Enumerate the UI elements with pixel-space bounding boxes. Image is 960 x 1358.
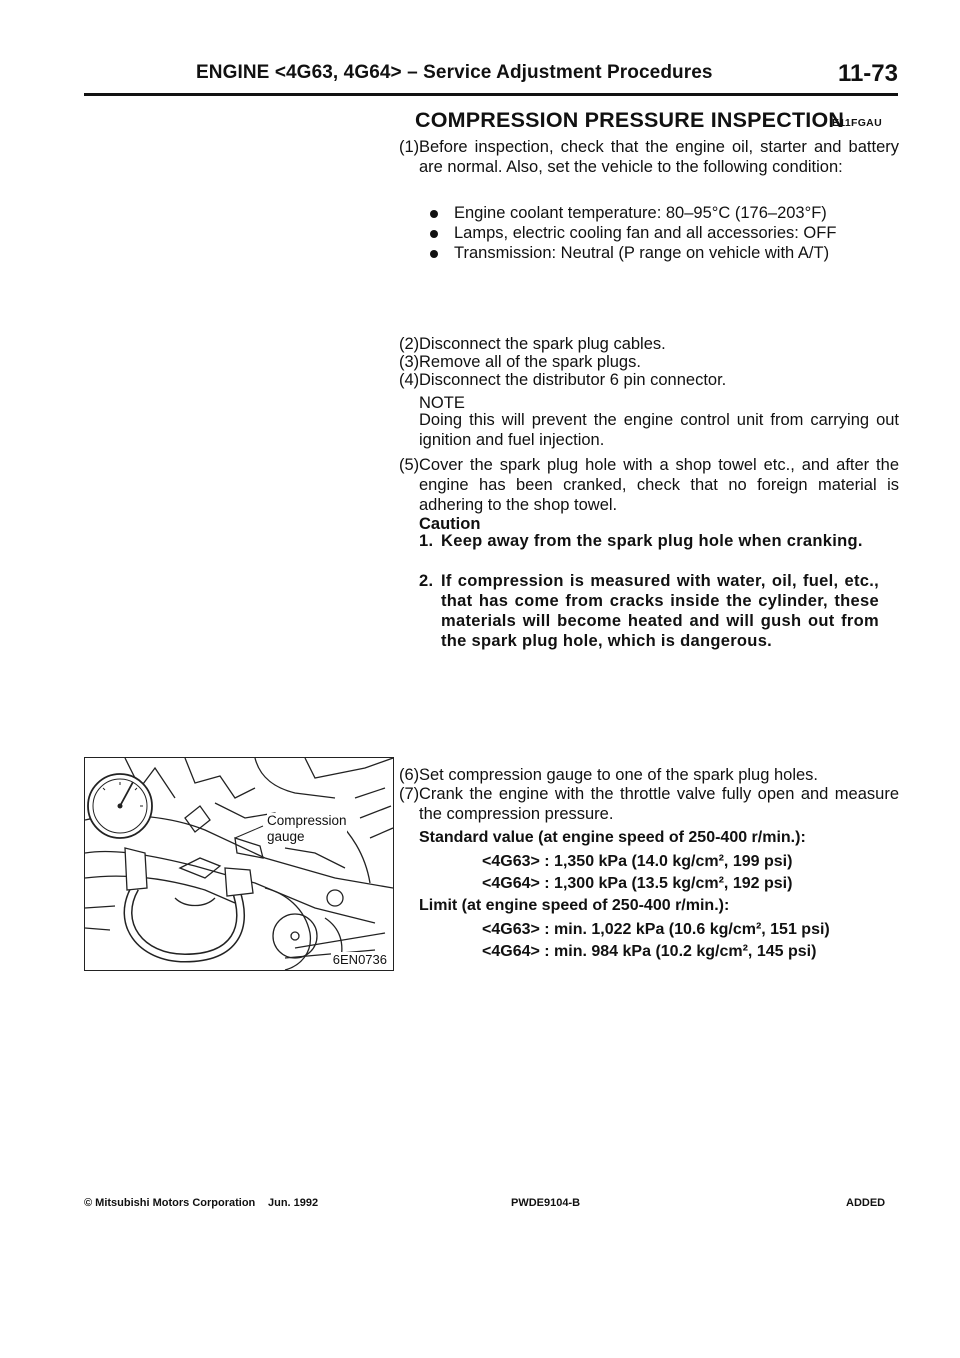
bullet-icon: [430, 250, 438, 258]
step-text: Set compression gauge to one of the spark plug holes.: [419, 766, 819, 784]
note-label: NOTE: [419, 394, 465, 412]
footer-copyright: © Mitsubishi Motors Corporation: [84, 1197, 256, 1209]
step-text: Disconnect the distributor 6 pin connector.: [419, 371, 727, 389]
header-title: ENGINE <4G63, 4G64> – Service Adjustment Procedures: [196, 62, 713, 83]
step-number: (7): [399, 785, 420, 803]
step-text: Disconnect the spark plug cables.: [419, 335, 666, 353]
limit-label: Limit (at engine speed of 250-400 r/min.):: [419, 897, 730, 914]
step-number: (5): [399, 456, 420, 474]
page-number: 11-73: [837, 60, 898, 87]
step-text: Before inspection, check that the engine oil, starter and battery are normal. Also, set the vehicle to the following condition:: [419, 138, 899, 176]
step-number: (1): [399, 138, 420, 156]
footer-status: ADDED: [846, 1197, 886, 1209]
limit-4g63: <4G63> : min. 1,022 kPa (10.6 kg/cm², 151 psi): [482, 921, 830, 938]
bullet-icon: [430, 210, 438, 218]
step-text: Crank the engine with the throttle valve fully open and measure the compression pressure.: [419, 785, 899, 823]
figure-label: Compression gauge: [267, 813, 347, 844]
step-number: (3): [399, 353, 420, 371]
standard-value-4g63: <4G63> : 1,350 kPa (14.0 kg/cm², 199 psi): [482, 853, 793, 870]
step-text: Remove all of the spark plugs.: [419, 353, 641, 371]
figure-code: 6EN0736: [332, 952, 387, 967]
standard-value-4g64: <4G64> : 1,300 kPa (13.5 kg/cm², 192 psi): [482, 875, 793, 892]
list-item: Lamps, electric cooling fan and all accessories: OFF: [428, 223, 898, 243]
step-number: (2): [399, 335, 420, 353]
standard-value-label: Standard value (at engine speed of 250-400 r/min.):: [419, 829, 806, 846]
note-text: Doing this will prevent the engine control unit from carrying out ignition and fuel injection.: [419, 411, 899, 449]
header-rule: [84, 93, 898, 96]
list-item: Transmission: Neutral (P range on vehicle with A/T): [428, 243, 898, 263]
section-title: COMPRESSION PRESSURE INSPECTION: [415, 108, 845, 132]
list-item: Engine coolant temperature: 80–95°C (176–203°F): [428, 203, 898, 223]
condition-list: [428, 203, 898, 263]
footer-date: Jun. 1992: [268, 1197, 319, 1209]
engine-illustration: [85, 758, 393, 970]
step-number: (4): [399, 371, 420, 389]
step-text: Cover the spark plug hole with a shop towel etc., and after the engine has been cranked, check that no foreign material is adhering to the shop towel.: [419, 456, 899, 514]
caution-label: Caution: [419, 515, 481, 533]
page-header: [196, 60, 898, 94]
compression-gauge-figure: [84, 757, 394, 971]
step-number: (6): [399, 766, 420, 784]
limit-4g64: <4G64> : min. 984 kPa (10.2 kg/cm², 145 psi): [482, 943, 817, 960]
section-code: E11FGAU: [832, 117, 882, 129]
footer-doc-code: PWDE9104-B: [511, 1197, 581, 1209]
bullet-icon: [430, 230, 438, 238]
